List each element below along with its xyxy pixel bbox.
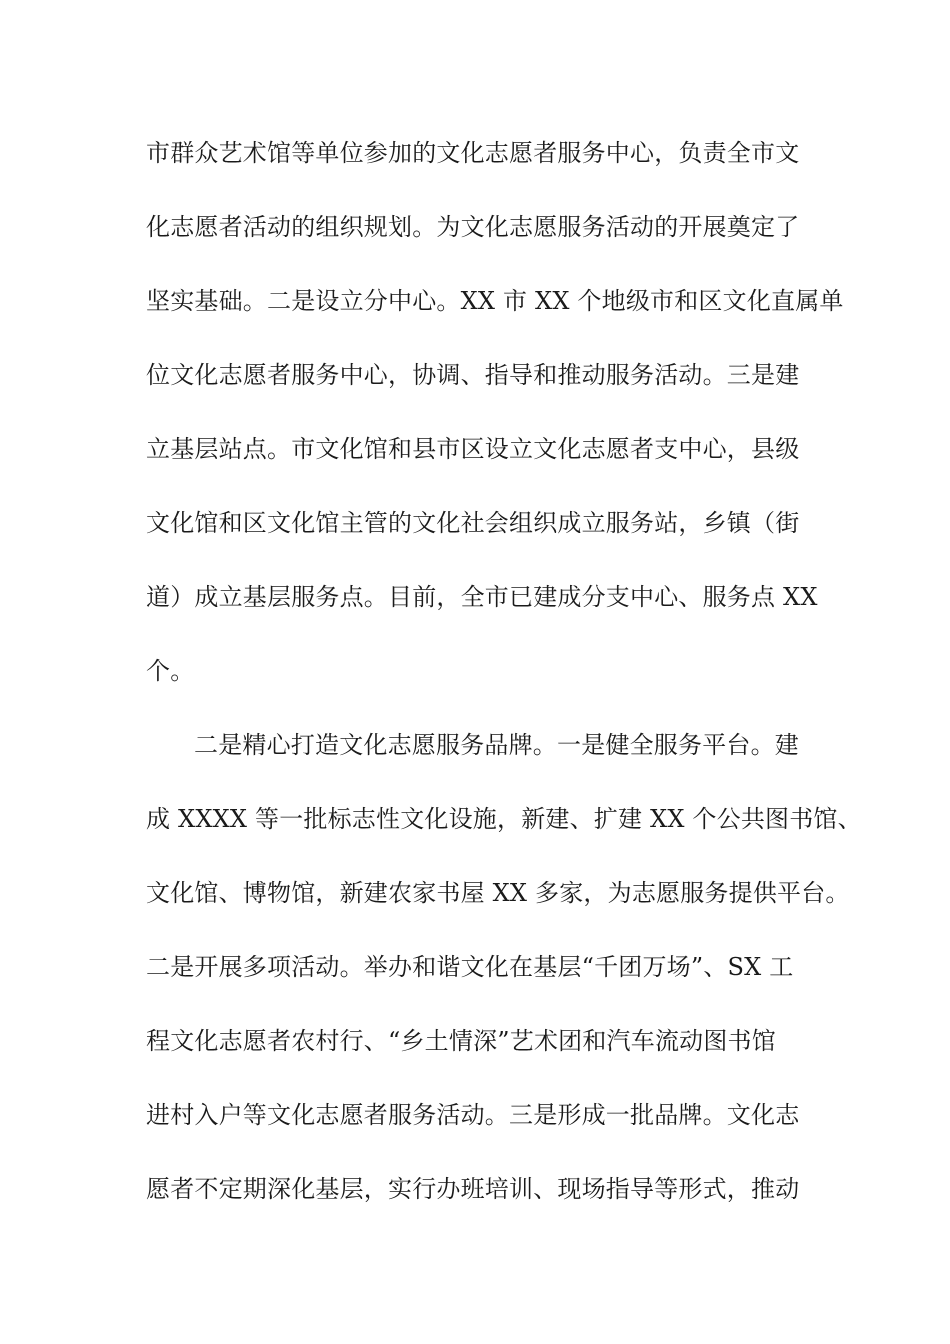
paragraph-line: 立基层站点。市文化馆和县市区设立文化志愿者支中心，县级 (146, 435, 800, 463)
paragraph-line: 程文化志愿者农村行、“乡土情深”艺术团和汽车流动图书馆 (146, 1027, 776, 1055)
paragraph-line: 文化馆、博物馆，新建农家书屋 XX 多家，为志愿服务提供平台。 (146, 879, 850, 907)
paragraph-first-line: 二是精心打造文化志愿服务品牌。一是健全服务平台。建 (194, 731, 799, 759)
paragraph-line: 位文化志愿者服务中心，协调、指导和推动服务活动。三是建 (146, 361, 800, 389)
paragraph-line: 成 XXXX 等一批标志性文化设施，新建、扩建 XX 个公共图书馆、 (146, 805, 862, 833)
paragraph-line: 道）成立基层服务点。目前，全市已建成分支中心、服务点 XX (146, 583, 818, 611)
paragraph-line: 坚实基础。二是设立分中心。XX 市 XX 个地级市和区文化直属单 (146, 287, 844, 315)
paragraph-line: 市群众艺术馆等单位参加的文化志愿者服务中心，负责全市文 (146, 139, 800, 167)
paragraph-line: 化志愿者活动的组织规划。为文化志愿服务活动的开展奠定了 (146, 213, 800, 241)
paragraph-line: 进村入户等文化志愿者服务活动。三是形成一批品牌。文化志 (146, 1101, 800, 1129)
paragraph-line: 个。 (146, 657, 195, 685)
paragraph-line: 二是开展多项活动。举办和谐文化在基层“千团万场”、SX 工 (146, 953, 794, 981)
paragraph-line: 愿者不定期深化基层，实行办班培训、现场指导等形式，推动 (146, 1175, 800, 1203)
paragraph-line: 文化馆和区文化馆主管的文化社会组织成立服务站，乡镇（街 (146, 509, 800, 537)
